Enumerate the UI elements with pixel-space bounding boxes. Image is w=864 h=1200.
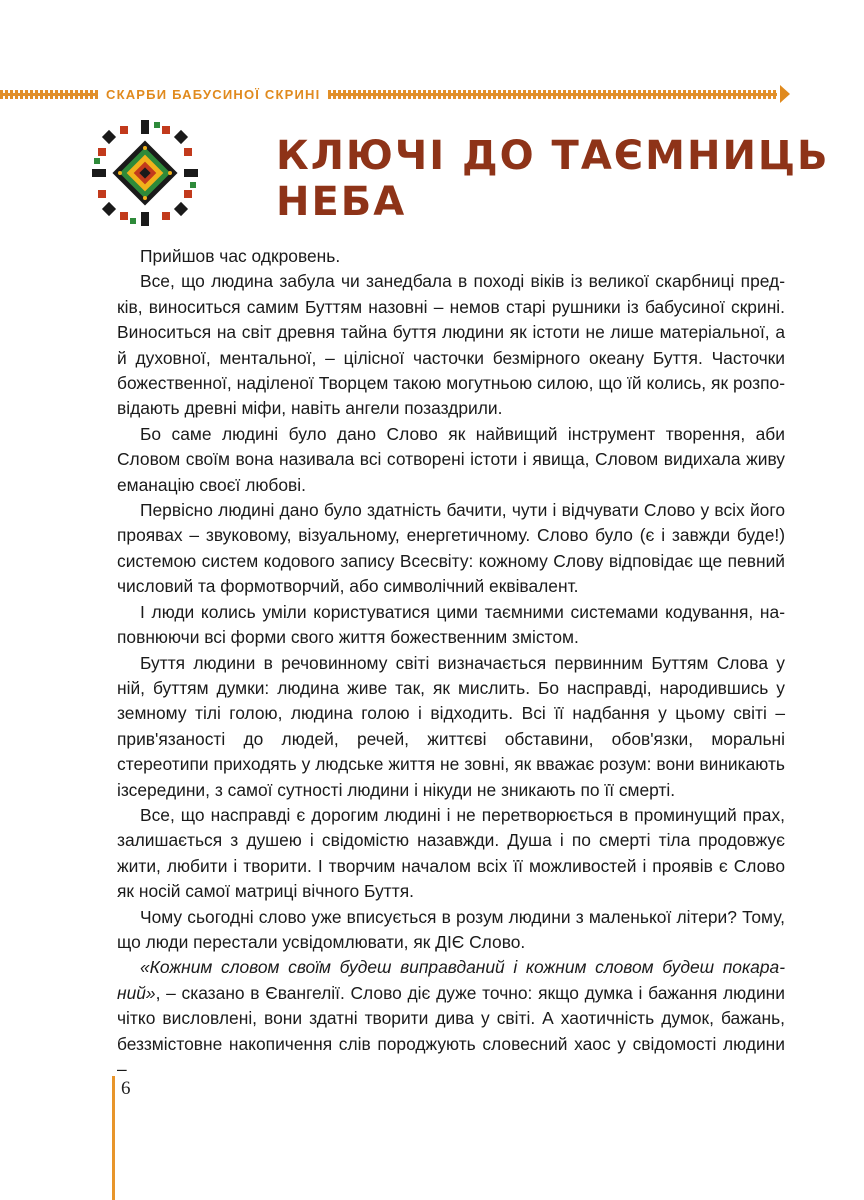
gospel-quote: «Кожним словом своїм будеш виправданий і кожним словом будеш покараний» (117, 957, 785, 1003)
section-title: СКАРБИ БАБУСИНОЇ СКРИНІ (106, 86, 321, 102)
paragraph: Все, що насправді є дорогим людині і не перетворюється в проминущий прах, залишається з душею і свідомістю назавжди. Душа і по смерті тіла продовжує жити, любити і творити. І творчим началом всіх її можливостей і проявів є Слово як носій самої матриці вічного Буття. (117, 804, 785, 902)
page-title (276, 133, 830, 225)
paragraph: Первісно людині дано було здатність бачити, чути і відчувати Слово у всіх його проявах – звуковому, візуальному, енергетичному. Слово було (є і завжди буде!) системою систем кодового запису Всесвіту: кожному Слову відповідає ще певний числовий та формотворчий, або символічний еквівалент. (117, 500, 785, 597)
band-end-arrow-icon (780, 85, 790, 103)
paragraph-with-quote (117, 955, 785, 1082)
section-header-band (0, 84, 790, 104)
paragraph: Чому сьогодні слово уже вписується в розум людини з маленької літери? Тому, що люди перестали усвідомлювати, як ДІЄ Слово. (117, 906, 785, 952)
body-text (117, 244, 785, 1082)
paragraph: Буття людини в речовинному світі визначається первинним Буттям Слова у ній, буттям думки: людина живе так, як мислить. Бо насправді, народившись у земному тілі голою, людина голою і відходить. Всі її надбання у цьому світі – прив'язаності до людей, речей, життєві обставини, обов'язки, моральні стереотипи приходять у людське життя не зовні, як вважає розум: вони виникають ізсередини, з самої сутності людини і нікуди не зникають по її смерті. (117, 652, 785, 800)
page-title-line-1: КЛЮЧІ ДО ТАЄМНИЦЬ (276, 133, 830, 179)
paragraph: Все, що людина забула чи занедбала в поході віків із великої скарбниці предків, виноситься самим Буттям назовні – немов старі рушники із бабусиної скрині. Виноситься на світ древня тайна буття людини як істоти не лише матеріальної, а й духовної, ментальної, – цілісної часточки безмірного океану Буття. Часточки божественної, наділеної Творцем такою могутньою силою, що їй колись, як розповідають древні міфи, навіть ангели позаздрили. (117, 271, 785, 419)
paragraph: Прийшов час одкровень. (140, 246, 341, 266)
page-number: 6 (121, 1078, 131, 1099)
embroidery-stripe-left (0, 90, 98, 99)
paragraph: Бо саме людині було дано Слово як найвищий інструмент творення, аби Словом своїм вона називала всі сотворені істоти і явища, Словом видихала живу еманацію своєї любові. (117, 423, 785, 495)
page-title-line-2: НЕБА (276, 179, 407, 225)
embroidery-stripe-right (328, 90, 777, 99)
page-margin-rule (112, 1076, 115, 1200)
paragraph: І люди колись уміли користуватися цими таємними системами кодування, наповнюючи всі форми свого життя божественним змістом. (117, 601, 785, 648)
ukrainian-embroidery-ornament-icon (90, 118, 200, 228)
quote-continuation: , – сказано в Євангелії. Слово діє дуже точно: якщо думка і бажання людини чітко висловлені, вони здатні творити дива у світі. А хаотичність думок, бажань, беззмістовне накопичення слів породжують словесний хаос у свідомості людини – (117, 982, 785, 1079)
